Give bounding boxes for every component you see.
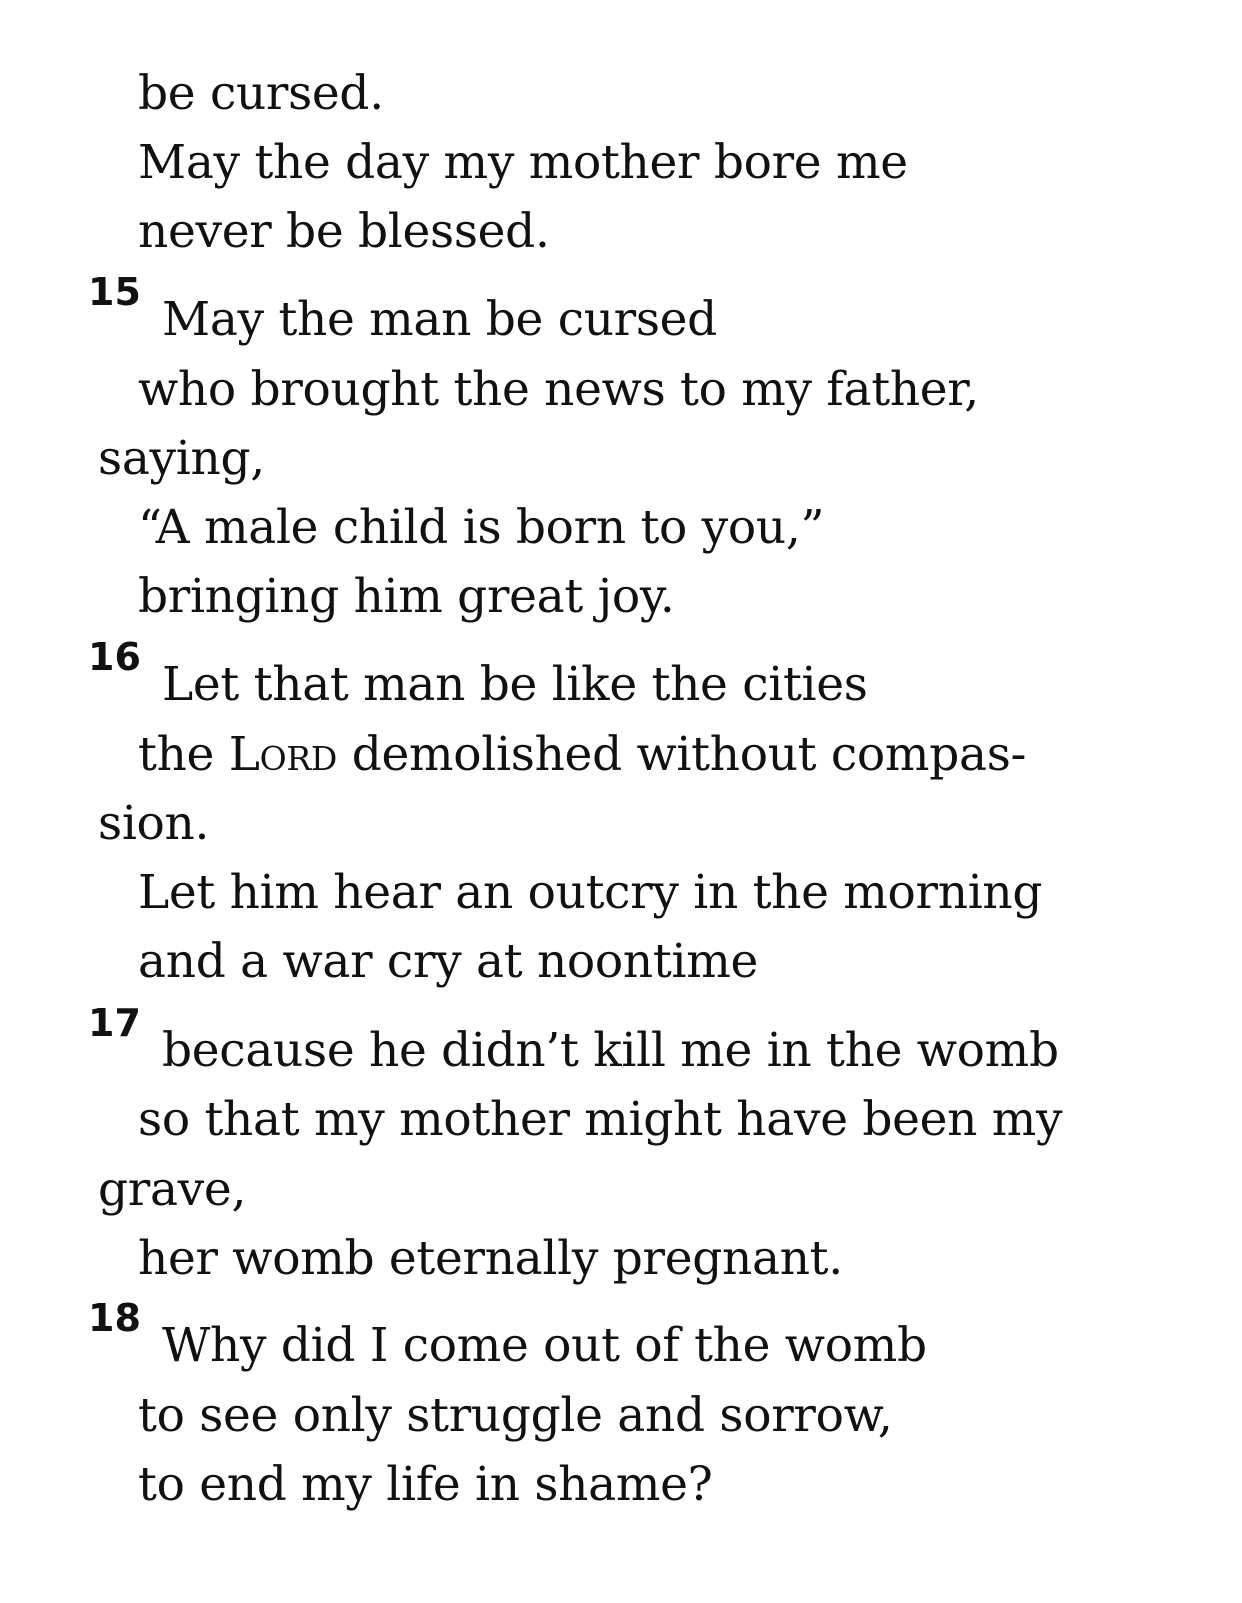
poem-line: saying, bbox=[98, 431, 265, 486]
poem-line bbox=[138, 725, 1026, 785]
poem-line: May the man be cursed bbox=[162, 292, 717, 347]
poem-line: bringing him great joy. bbox=[138, 569, 675, 624]
poem-line: because he didn’t kill me in the womb bbox=[162, 1023, 1059, 1078]
verse-number-15: 15 bbox=[88, 270, 141, 314]
poem-line: “A male child is born to you,” bbox=[138, 500, 825, 555]
poem-line: to see only struggle and sorrow, bbox=[138, 1388, 893, 1443]
verse-number-16: 16 bbox=[88, 635, 141, 679]
poem-line: Let him hear an outcry in the morning bbox=[138, 865, 1043, 920]
poem-line: to end my life in shame? bbox=[138, 1457, 713, 1512]
poem-line: Let that man be like the cities bbox=[162, 657, 868, 712]
divine-name: Lord bbox=[228, 727, 338, 782]
line-text: demolished without compas- bbox=[337, 727, 1027, 782]
poem-line: be cursed. bbox=[138, 66, 384, 121]
verse-number-18: 18 bbox=[88, 1296, 141, 1340]
poem-line: never be blessed. bbox=[138, 204, 550, 259]
poem-line: who brought the news to my father, bbox=[138, 362, 979, 417]
poem-line: grave, bbox=[98, 1162, 247, 1217]
verse-number-17: 17 bbox=[88, 1001, 141, 1045]
line-text: the bbox=[138, 727, 229, 782]
poem-line: May the day my mother bore me bbox=[138, 135, 908, 190]
poem-line: Why did I come out of the womb bbox=[162, 1318, 927, 1373]
poem-line: so that my mother might have been my bbox=[138, 1092, 1063, 1147]
poem-line: her womb eternally pregnant. bbox=[138, 1231, 843, 1286]
poem-line: and a war cry at noontime bbox=[138, 934, 759, 989]
poem-line: sion. bbox=[98, 796, 210, 851]
